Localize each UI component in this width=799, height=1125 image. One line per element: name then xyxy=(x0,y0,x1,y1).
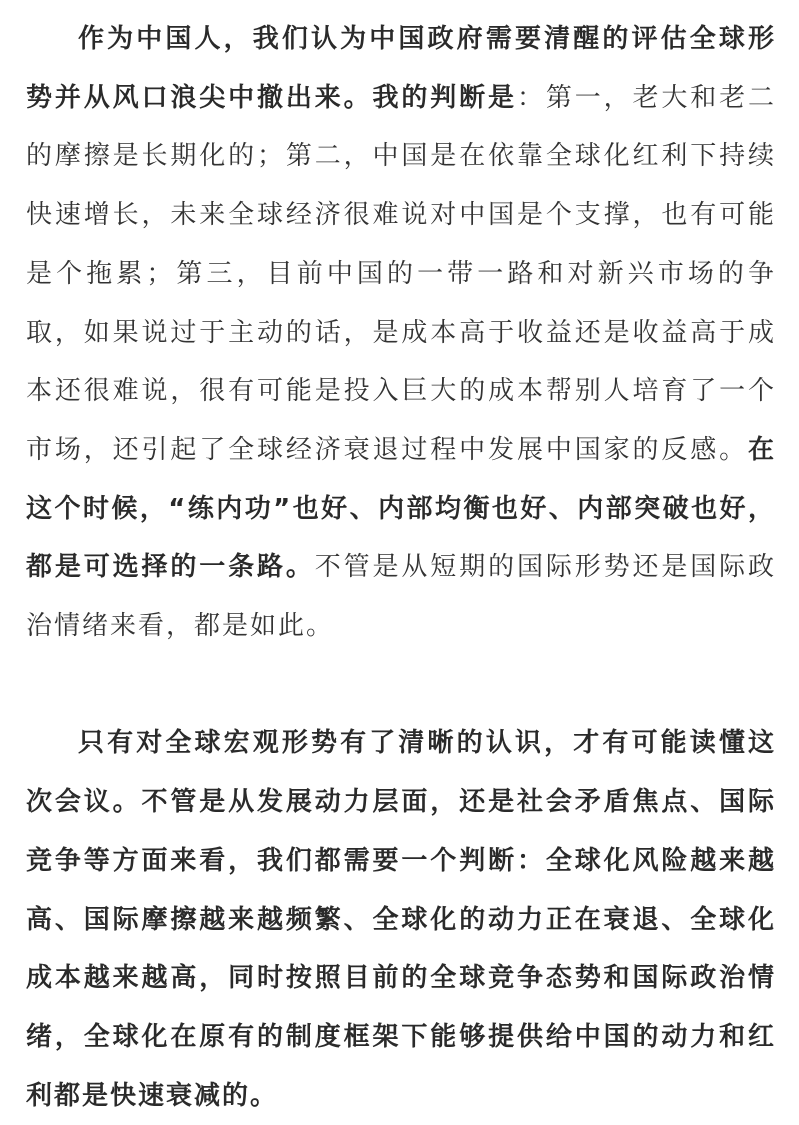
paragraph-1-bold-lead: 作为中国人，我们认为中国政府需要清醒的评估全球形势并从风口浪尖中撤出来。我的判断是 xyxy=(26,24,776,113)
article-body xyxy=(26,10,776,1125)
paragraph-1-text-end: 不管是从短期的国际形势还是国际政治情绪来看，都是如此。 xyxy=(26,552,776,642)
paragraph-2-text: 只有对全球宏观形势有了清晰的认识，才有可能读懂这次会议。不管是从发展动力层面，还是社会矛盾焦点、国际竞争等方面来看，我们都需要一个判断：全球化风险越来越高、国际摩擦越来越频繁、全球化的动力正在衰退、全球化成本越来越高，同时按照目前的全球竞争态势和国际政治情绪，全球化在原有的制度框架下能够提供给中国的动力和红利都是快速衰减的。 xyxy=(26,728,776,1111)
paragraph-1-text: ：第一，老大和老二的摩擦是长期化的；第二，中国是在依靠全球化红利下持续快速增长，未来全球经济很难说对中国是个支撑，也有可能是个拖累；第三，目前中国的一带一路和对新兴市场的争取，如果说过于主动的话，是成本高于收益还是收益高于成本还很难说，很有可能是投入巨大的成本帮别人培育了一个市场，还引起了全球经济衰退过程中发展中国家的反感。 xyxy=(26,82,776,465)
paragraph-2 xyxy=(26,714,776,1125)
paragraph-1-bold-highlight: 在这个时候，“练内功”也好、内部均衡也好、内部突破也好，都是可选择的一条路。 xyxy=(26,434,776,583)
paragraph-1 xyxy=(26,10,776,656)
